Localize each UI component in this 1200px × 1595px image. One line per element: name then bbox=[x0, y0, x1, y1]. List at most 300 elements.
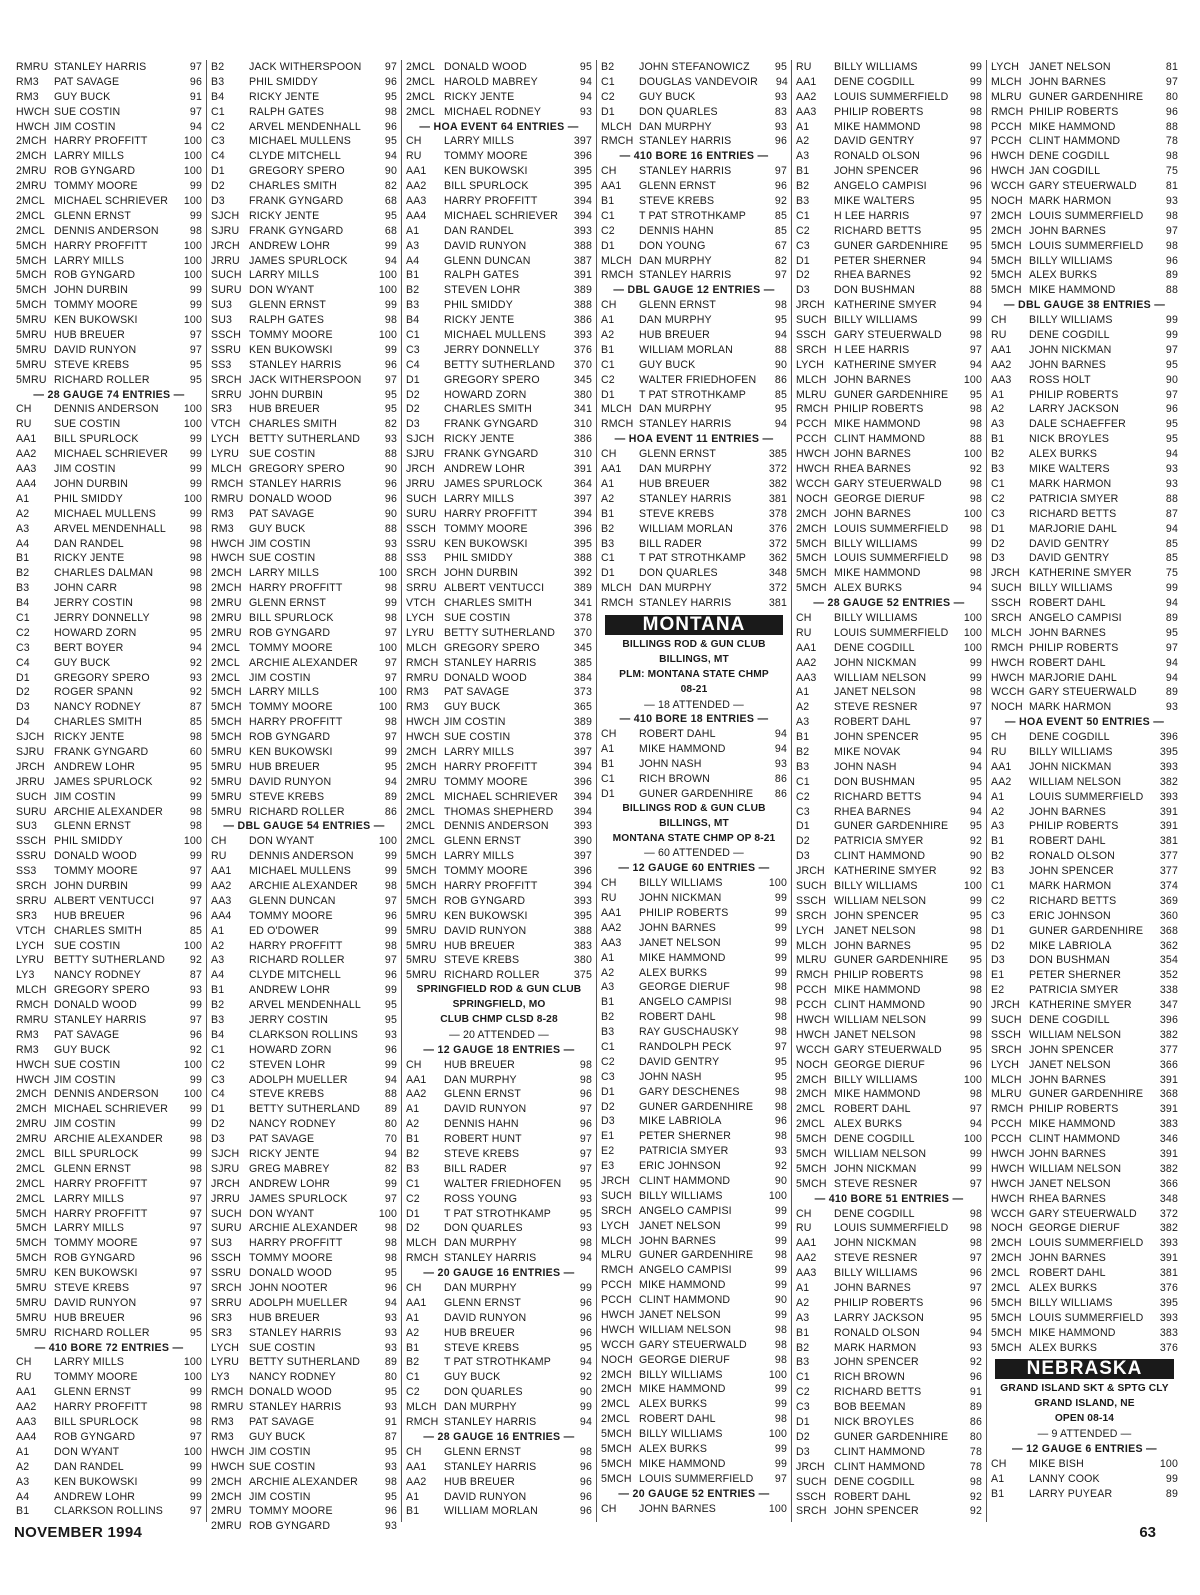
class-code: C1 bbox=[796, 209, 810, 222]
class-code: MLCH bbox=[991, 75, 1022, 88]
result-row bbox=[991, 507, 1178, 522]
shooter-name: DENNIS ANDERSON bbox=[249, 850, 354, 863]
shooter-name: MIKE HAMMOND bbox=[834, 418, 921, 431]
event-header: — 28 GAUGE 74 ENTRIES — bbox=[33, 388, 185, 401]
result-row bbox=[406, 1162, 592, 1177]
score: 393 bbox=[1159, 1237, 1178, 1250]
result-row bbox=[16, 522, 202, 537]
score: 90 bbox=[384, 165, 397, 178]
result-row bbox=[991, 105, 1178, 120]
shooter-name: BILL SPURLOCK bbox=[54, 1416, 139, 1429]
score: 95 bbox=[774, 61, 787, 73]
result-row bbox=[601, 522, 787, 537]
class-code: NOCH bbox=[991, 1222, 1023, 1235]
class-code: HWCH bbox=[601, 1323, 635, 1336]
score: 94 bbox=[384, 1148, 397, 1161]
class-code: AA4 bbox=[211, 909, 232, 922]
score: 100 bbox=[963, 1073, 982, 1086]
result-row bbox=[406, 1147, 592, 1162]
class-code: B4 bbox=[211, 1028, 225, 1041]
score: 98 bbox=[969, 329, 982, 342]
class-code: B3 bbox=[211, 1014, 225, 1026]
shooter-name: TOMMY MOORE bbox=[444, 150, 528, 163]
class-code: C3 bbox=[796, 805, 810, 818]
class-code: 5MRU bbox=[16, 329, 47, 342]
score: 80 bbox=[384, 1371, 397, 1384]
shooter-name: TOMMY MOORE bbox=[444, 775, 528, 788]
event-header: — HOA EVENT 11 ENTRIES — bbox=[614, 433, 774, 446]
class-code: SRRU bbox=[16, 894, 47, 907]
results-column bbox=[792, 60, 987, 1522]
class-code: AA3 bbox=[16, 1416, 37, 1429]
class-code: MLCH bbox=[796, 373, 827, 386]
score: 94 bbox=[384, 1073, 397, 1086]
result-row bbox=[406, 909, 592, 924]
result-row bbox=[601, 507, 787, 522]
result-row bbox=[211, 1326, 397, 1341]
class-code: 5MRU bbox=[211, 745, 242, 758]
class-code: MLCH bbox=[991, 1073, 1022, 1086]
shooter-name: DAVID GENTRY bbox=[1029, 552, 1110, 565]
score: 366 bbox=[1159, 1058, 1178, 1071]
result-row bbox=[406, 1073, 592, 1088]
result-row bbox=[211, 551, 397, 566]
shooter-name: CLINT HAMMOND bbox=[834, 1445, 926, 1458]
class-code: D2 bbox=[796, 269, 810, 282]
shooter-name: ROBERT DAHL bbox=[834, 716, 911, 729]
shooter-name: KEN BUKOWSKI bbox=[444, 909, 528, 922]
score: 97 bbox=[774, 1472, 787, 1485]
score: 381 bbox=[1159, 1267, 1178, 1280]
result-row bbox=[991, 402, 1178, 417]
shooter-name: GLENN ERNST bbox=[249, 597, 326, 610]
result-row bbox=[796, 1207, 982, 1222]
result-row bbox=[796, 313, 982, 328]
class-code: C2 bbox=[211, 120, 225, 133]
result-row bbox=[796, 75, 982, 90]
class-code: 2MCL bbox=[796, 1103, 825, 1116]
result-row bbox=[601, 268, 787, 283]
score: 97 bbox=[579, 1133, 592, 1146]
result-row bbox=[601, 921, 787, 936]
result-row bbox=[796, 358, 982, 373]
score: 397 bbox=[573, 850, 592, 863]
result-row bbox=[16, 924, 202, 939]
score: 90 bbox=[774, 1294, 787, 1307]
class-code: A1 bbox=[796, 1282, 810, 1295]
class-code: B4 bbox=[16, 597, 30, 610]
shooter-name: PAT SAVAGE bbox=[249, 1416, 315, 1429]
shooter-name: BILLY WILLIAMS bbox=[834, 537, 918, 550]
result-row bbox=[16, 626, 202, 641]
score: 99 bbox=[969, 1148, 982, 1161]
class-code: 5MRU bbox=[406, 939, 437, 952]
shooter-name: ALEX BURKS bbox=[639, 1443, 708, 1456]
score: 99 bbox=[774, 906, 787, 919]
result-row bbox=[796, 1400, 982, 1415]
score: 99 bbox=[969, 75, 982, 88]
score: 98 bbox=[774, 1413, 787, 1426]
score: 100 bbox=[963, 507, 982, 520]
result-row bbox=[16, 1102, 202, 1117]
class-code: RMCH bbox=[991, 105, 1024, 118]
class-code: B3 bbox=[991, 463, 1005, 476]
result-row bbox=[796, 1504, 982, 1519]
shooter-name: ROGER SPANN bbox=[54, 686, 134, 699]
result-row bbox=[991, 268, 1178, 283]
score: 100 bbox=[183, 939, 202, 952]
result-row bbox=[796, 432, 982, 447]
score: 98 bbox=[774, 1338, 787, 1351]
score: 389 bbox=[573, 716, 592, 729]
score: 98 bbox=[189, 522, 202, 535]
class-code: RMRU bbox=[406, 671, 439, 684]
result-row bbox=[211, 507, 397, 522]
result-row bbox=[211, 1102, 397, 1117]
class-code: AA3 bbox=[796, 105, 817, 118]
result-row bbox=[991, 313, 1178, 328]
score: 99 bbox=[189, 1103, 202, 1116]
shooter-name: JIM COSTIN bbox=[54, 1118, 116, 1131]
shooter-name: RICKY JENTE bbox=[249, 1148, 320, 1161]
class-code: B1 bbox=[406, 1133, 420, 1146]
score: 98 bbox=[189, 597, 202, 610]
result-row bbox=[406, 581, 592, 596]
shooter-name: LARRY MILLS bbox=[444, 745, 515, 758]
score: 377 bbox=[1159, 1043, 1178, 1056]
result-row bbox=[991, 164, 1178, 179]
shooter-name: ALEX BURKS bbox=[639, 966, 708, 979]
class-code: CH bbox=[406, 135, 422, 148]
class-code: D1 bbox=[601, 1085, 615, 1098]
shooter-name: STEVE KREBS bbox=[54, 1282, 130, 1295]
score: 68 bbox=[384, 195, 397, 208]
result-row bbox=[406, 75, 592, 90]
result-row bbox=[796, 760, 982, 775]
result-row bbox=[796, 1221, 982, 1236]
shooter-name: CLYDE MITCHELL bbox=[249, 150, 341, 163]
score: 95 bbox=[384, 388, 397, 401]
class-code: RMCH bbox=[991, 1103, 1024, 1116]
shooter-name: ANDREW LOHR bbox=[249, 1177, 331, 1190]
result-row bbox=[406, 417, 592, 432]
shooter-name: JOHN CARR bbox=[54, 582, 118, 595]
class-code: AA1 bbox=[991, 760, 1012, 773]
shooter-name: ROB GYNGARD bbox=[249, 626, 331, 639]
class-code: SSCH bbox=[16, 835, 47, 848]
shooter-name: SUE COSTIN bbox=[249, 1341, 316, 1354]
class-code: SSRU bbox=[211, 1267, 242, 1280]
result-row bbox=[211, 313, 397, 328]
result-row bbox=[211, 75, 397, 90]
score: 378 bbox=[768, 507, 787, 520]
score: 96 bbox=[579, 1490, 592, 1503]
result-row bbox=[406, 164, 592, 179]
class-code: CH bbox=[16, 403, 32, 416]
result-row bbox=[991, 1073, 1178, 1088]
score: 99 bbox=[384, 1058, 397, 1071]
result-row bbox=[406, 626, 592, 641]
shooter-name: HARRY PROFFITT bbox=[54, 239, 148, 252]
result-row bbox=[796, 1355, 982, 1370]
shooter-name: LARRY MILLS bbox=[54, 1356, 125, 1369]
score: 95 bbox=[579, 1341, 592, 1354]
class-code: A3 bbox=[211, 954, 225, 967]
shooter-name: MIKE HAMMOND bbox=[834, 120, 921, 133]
result-row bbox=[406, 775, 592, 790]
shooter-name: MICHAEL RODNEY bbox=[444, 105, 542, 118]
score: 98 bbox=[189, 1133, 202, 1146]
result-row bbox=[796, 715, 982, 730]
class-code: MLCH bbox=[796, 939, 827, 952]
result-row bbox=[406, 1326, 592, 1341]
score: 93 bbox=[384, 537, 397, 550]
result-row bbox=[16, 417, 202, 432]
shooter-name: HUB BREUER bbox=[444, 939, 515, 952]
shooter-name: ERIC JOHNSON bbox=[639, 1160, 721, 1173]
result-row bbox=[601, 727, 787, 742]
shooter-name: WALTER FRIEDHOFEN bbox=[639, 373, 757, 386]
score: 98 bbox=[189, 224, 202, 237]
class-code: SU3 bbox=[211, 314, 233, 327]
shooter-name: WILLIAM NELSON bbox=[834, 671, 927, 684]
score: 95 bbox=[969, 1043, 982, 1056]
result-row bbox=[991, 283, 1178, 298]
result-row bbox=[991, 60, 1178, 75]
score: 100 bbox=[1159, 1457, 1178, 1470]
score: 87 bbox=[1165, 507, 1178, 520]
shooter-name: MIKE HAMMOND bbox=[639, 1383, 726, 1396]
class-code: 2MCH bbox=[796, 1088, 827, 1101]
result-row bbox=[211, 909, 397, 924]
class-code: AA3 bbox=[601, 936, 622, 949]
shooter-name: WILLIAM NELSON bbox=[834, 894, 927, 907]
shooter-name: JOHN BARNES bbox=[1029, 1252, 1106, 1265]
result-row bbox=[211, 715, 397, 730]
score: 97 bbox=[579, 1103, 592, 1116]
class-code: CH bbox=[991, 314, 1007, 327]
score: 94 bbox=[1165, 522, 1178, 535]
class-code: 5MCH bbox=[16, 1252, 47, 1265]
shooter-name: JOHN SPENCER bbox=[834, 1356, 919, 1369]
score: 97 bbox=[774, 165, 787, 178]
class-code: 2MCL bbox=[406, 820, 435, 833]
result-row bbox=[406, 283, 592, 298]
shooter-name: CHARLES DALMAN bbox=[54, 567, 154, 580]
result-row bbox=[16, 730, 202, 745]
shooter-name: BILLY WILLIAMS bbox=[1029, 254, 1113, 267]
class-code: JRCH bbox=[796, 865, 825, 878]
shooter-name: JOHN BARNES bbox=[834, 1282, 911, 1295]
score: 100 bbox=[963, 448, 982, 461]
result-row bbox=[211, 179, 397, 194]
shooter-name: JANET NELSON bbox=[834, 1028, 916, 1041]
result-row bbox=[16, 1475, 202, 1490]
shooter-name: HOWARD ZORN bbox=[249, 1043, 332, 1056]
score: 92 bbox=[189, 775, 202, 788]
result-row bbox=[16, 1400, 202, 1415]
score: 92 bbox=[189, 954, 202, 967]
class-code: 5MCH bbox=[991, 269, 1022, 282]
event-header: — 410 BORE 16 ENTRIES — bbox=[619, 150, 769, 163]
class-code: 2MCH bbox=[796, 507, 827, 520]
result-row bbox=[211, 1058, 397, 1073]
shooter-name: MARK HARMON bbox=[1029, 477, 1112, 490]
score: 98 bbox=[384, 1475, 397, 1488]
score: 98 bbox=[969, 492, 982, 505]
result-row bbox=[991, 1251, 1178, 1266]
score: 100 bbox=[378, 1207, 397, 1220]
score: 85 bbox=[189, 716, 202, 729]
score: 385 bbox=[573, 656, 592, 669]
class-code: 5MRU bbox=[16, 314, 47, 327]
score: 98 bbox=[189, 820, 202, 833]
result-row bbox=[796, 1385, 982, 1400]
class-code: A2 bbox=[406, 1118, 420, 1131]
shooter-name: GARY STEUERWALD bbox=[834, 329, 942, 342]
shooter-name: DAVID GENTRY bbox=[834, 135, 915, 148]
result-row bbox=[16, 1162, 202, 1177]
shooter-name: MARK HARMON bbox=[1029, 195, 1112, 208]
shooter-name: CLINT HAMMOND bbox=[639, 1294, 731, 1307]
attendance-line: — 60 ATTENDED — bbox=[644, 847, 744, 860]
class-code: C2 bbox=[16, 626, 30, 639]
class-code: WCCH bbox=[601, 1338, 635, 1351]
class-code: 5MCH bbox=[991, 284, 1022, 297]
score: 97 bbox=[189, 1505, 202, 1518]
shooter-name: DAVID RUNYON bbox=[444, 239, 527, 252]
class-code: 5MCH bbox=[406, 865, 437, 878]
score: 96 bbox=[384, 1043, 397, 1056]
shooter-name: RICHARD BETTS bbox=[834, 1386, 922, 1399]
shooter-name: GUY BUCK bbox=[54, 90, 111, 103]
shooter-name: STEVE KREBS bbox=[444, 1148, 520, 1161]
footer-issue: NOVEMBER 1994 bbox=[14, 1524, 143, 1541]
result-row bbox=[16, 179, 202, 194]
score: 100 bbox=[378, 329, 397, 342]
result-row bbox=[16, 507, 202, 522]
score: 99 bbox=[189, 507, 202, 520]
result-row bbox=[991, 343, 1178, 358]
score: 97 bbox=[969, 701, 982, 714]
result-row bbox=[16, 939, 202, 954]
score: 97 bbox=[189, 1177, 202, 1190]
class-code: B3 bbox=[796, 760, 810, 773]
class-code: RM3 bbox=[16, 1028, 39, 1041]
result-row bbox=[796, 1430, 982, 1445]
shooter-name: JAMES SPURLOCK bbox=[249, 254, 348, 267]
shooter-name: MIKE WALTERS bbox=[1029, 463, 1110, 476]
result-row bbox=[796, 700, 982, 715]
result-row bbox=[406, 656, 592, 671]
score: 96 bbox=[774, 135, 787, 148]
score: 381 bbox=[1159, 835, 1178, 848]
shooter-name: JOHN DURBIN bbox=[444, 567, 519, 580]
score: 384 bbox=[573, 671, 592, 684]
class-code: RMRU bbox=[16, 61, 49, 73]
score: 67 bbox=[774, 239, 787, 252]
result-row bbox=[211, 343, 397, 358]
score: 70 bbox=[384, 1133, 397, 1146]
result-row bbox=[16, 1236, 202, 1251]
score: 378 bbox=[573, 731, 592, 744]
result-row bbox=[406, 641, 592, 656]
class-code: 2MCH bbox=[991, 209, 1022, 222]
shooter-name: GARY STEUERWALD bbox=[834, 477, 942, 490]
score: 99 bbox=[579, 1282, 592, 1295]
score: 89 bbox=[384, 1356, 397, 1369]
shooter-name: JOHN SPENCER bbox=[1029, 865, 1114, 878]
score: 391 bbox=[1159, 1073, 1178, 1086]
shooter-name: ADOLPH MUELLER bbox=[249, 1073, 348, 1086]
result-row bbox=[211, 775, 397, 790]
class-code: SSRU bbox=[211, 343, 242, 356]
shooter-name: MICHAEL MULLENS bbox=[444, 329, 546, 342]
score: 95 bbox=[384, 1386, 397, 1399]
class-code: SU3 bbox=[211, 1237, 233, 1250]
result-row bbox=[406, 1236, 592, 1251]
class-code: RU bbox=[406, 150, 422, 163]
score: 93 bbox=[384, 1401, 397, 1414]
result-row bbox=[991, 1311, 1178, 1326]
score: 395 bbox=[573, 165, 592, 178]
shooter-name: TOMMY MOORE bbox=[249, 1505, 333, 1518]
shooter-name: DAN RANDEL bbox=[54, 1460, 124, 1473]
class-code: A1 bbox=[406, 1490, 420, 1503]
result-row bbox=[406, 432, 592, 447]
result-row bbox=[211, 805, 397, 820]
class-code: A3 bbox=[796, 150, 810, 163]
shooter-name: STANLEY HARRIS bbox=[444, 656, 537, 669]
score: 99 bbox=[774, 1383, 787, 1396]
result-row bbox=[991, 1147, 1178, 1162]
class-code: B3 bbox=[406, 299, 420, 312]
result-row bbox=[16, 1296, 202, 1311]
event-header: — 410 BORE 72 ENTRIES — bbox=[34, 1341, 184, 1354]
score: 92 bbox=[969, 1505, 982, 1518]
score: 95 bbox=[774, 1055, 787, 1068]
score: 382 bbox=[1159, 1028, 1178, 1041]
class-code: 2MRU bbox=[211, 597, 242, 610]
shooter-name: BERT BOYER bbox=[54, 641, 124, 654]
class-code: B1 bbox=[991, 433, 1005, 446]
result-row bbox=[406, 373, 592, 388]
shooter-name: ANDREW LOHR bbox=[54, 1490, 136, 1503]
score: 96 bbox=[189, 1028, 202, 1041]
score: 98 bbox=[774, 1011, 787, 1024]
shooter-name: JERRY COSTIN bbox=[249, 1014, 329, 1026]
result-row bbox=[211, 939, 397, 954]
result-row bbox=[211, 1311, 397, 1326]
shooter-name: GREGORY SPERO bbox=[444, 641, 540, 654]
result-row bbox=[211, 105, 397, 120]
score: 92 bbox=[189, 1043, 202, 1056]
score: 95 bbox=[384, 403, 397, 416]
class-code: JRCH bbox=[796, 299, 825, 312]
shooter-name: LARRY MILLS bbox=[444, 850, 515, 863]
result-row bbox=[406, 313, 592, 328]
result-row bbox=[601, 936, 787, 951]
score: 100 bbox=[183, 492, 202, 505]
score: 92 bbox=[189, 686, 202, 699]
score: 94 bbox=[969, 254, 982, 267]
result-row bbox=[796, 194, 982, 209]
shooter-name: RICKY JENTE bbox=[444, 90, 515, 103]
score: 96 bbox=[384, 477, 397, 490]
score: 85 bbox=[1165, 537, 1178, 550]
class-code: A1 bbox=[16, 1445, 30, 1458]
result-row bbox=[601, 1085, 787, 1100]
